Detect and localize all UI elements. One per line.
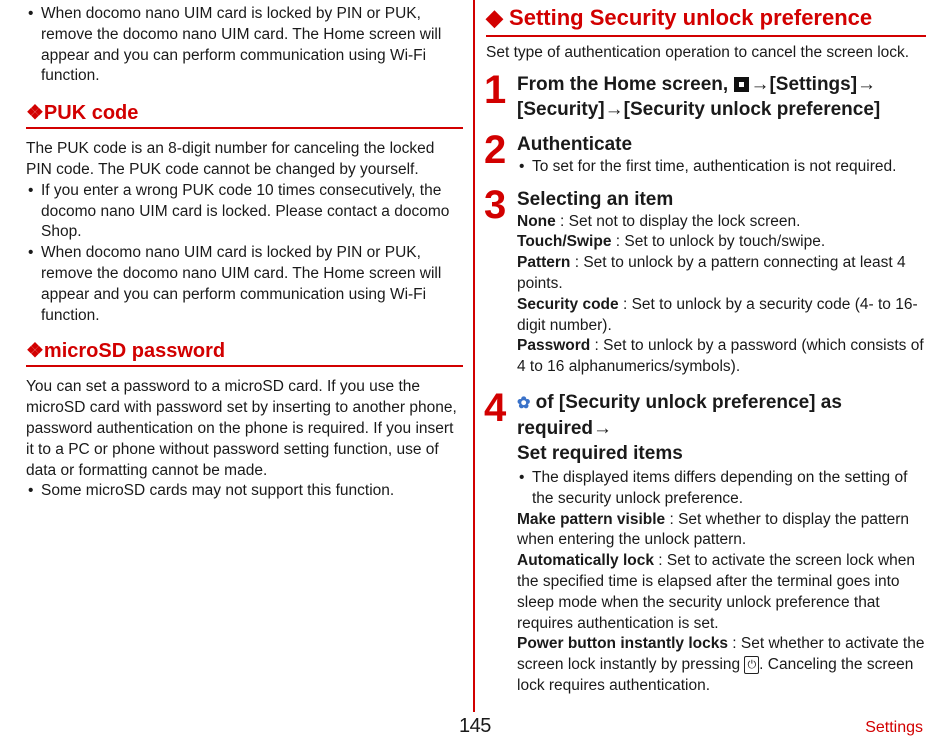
column-divider bbox=[473, 0, 475, 712]
section-label: Settings bbox=[865, 719, 923, 736]
bullet-text: When docomo nano UIM card is locked by PIN or PUK, remove the docomo nano UIM card. The Home screen will appear and you can perform communication using Wi-Fi function. bbox=[41, 5, 442, 85]
option-desc: : Set whether to activate the screen lock instantly by pressing bbox=[517, 635, 925, 674]
step-text: Set required items bbox=[517, 442, 683, 464]
option-item bbox=[517, 295, 926, 337]
step-2 bbox=[484, 127, 926, 178]
section-rule bbox=[26, 365, 463, 367]
step-title: Authenticate bbox=[517, 133, 633, 155]
option-term: Make pattern visible bbox=[517, 510, 666, 528]
bullet-dot: • bbox=[519, 468, 525, 486]
option-desc: : Set to unlock by a pattern connecting at least 4 points. bbox=[517, 254, 906, 292]
option-item bbox=[517, 212, 926, 233]
list-item bbox=[26, 181, 463, 243]
bullet-text: To set for the first time, authentication is not required. bbox=[532, 157, 897, 175]
step-1 bbox=[484, 67, 926, 122]
main-heading: ◆ Setting Security unlock preference bbox=[486, 5, 873, 30]
list-item bbox=[26, 4, 463, 87]
right-column bbox=[486, 4, 926, 697]
step-4 bbox=[484, 385, 926, 697]
gear-icon: ✿ bbox=[517, 394, 531, 412]
square-menu-icon bbox=[734, 77, 749, 92]
step-title bbox=[517, 72, 926, 122]
option-term: None bbox=[517, 212, 556, 230]
puk-heading: ❖PUK code bbox=[26, 102, 139, 125]
left-column bbox=[26, 4, 463, 502]
list-item bbox=[26, 481, 463, 502]
option-item bbox=[517, 551, 926, 634]
step-text: →[Settings]→ bbox=[750, 73, 877, 95]
microsd-heading: ❖microSD password bbox=[26, 340, 226, 363]
step-title: Selecting an item bbox=[517, 188, 674, 210]
option-item bbox=[517, 232, 926, 253]
option-desc: : Set whether to display the pattern when entering the unlock pattern. bbox=[517, 510, 910, 549]
microsd-body: You can set a password to a microSD card. If you use the microSD card with password set by inserting to another phone, password authentication on the phone is required. If you insert it to a PC or phone without password setting function, use of data or formatting cannot be made. bbox=[26, 378, 457, 479]
option-term: Security code bbox=[517, 295, 619, 313]
step-number: 2 bbox=[484, 127, 507, 172]
bullet-dot: • bbox=[28, 5, 34, 22]
bullet-text: Some microSD cards may not support this function. bbox=[41, 482, 395, 500]
step-text: From the Home screen, bbox=[517, 73, 734, 95]
option-desc: : Set to unlock by a security code (4- to 16-digit number). bbox=[517, 295, 918, 334]
option-item bbox=[517, 634, 926, 696]
heading-rule bbox=[486, 35, 926, 37]
step-title bbox=[517, 390, 926, 466]
option-desc: : Set not to display the lock screen. bbox=[555, 212, 801, 230]
option-item bbox=[517, 336, 926, 378]
option-term: Automatically lock bbox=[517, 552, 654, 570]
bullet-dot: • bbox=[519, 157, 525, 175]
option-item bbox=[517, 510, 926, 552]
section-rule bbox=[26, 127, 463, 129]
bullet-text: The displayed items differs depending on the setting of the security unlock preference. bbox=[532, 468, 908, 507]
list-item bbox=[26, 243, 463, 326]
option-term: Password bbox=[517, 337, 591, 355]
option-desc: : Set to unlock by touch/swipe. bbox=[611, 233, 826, 251]
bullet-dot: • bbox=[28, 244, 34, 262]
puk-body: The PUK code is an 8-digit number for canceling the locked PIN code. The PUK code cannot be changed by yourself. bbox=[26, 140, 435, 178]
list-item bbox=[517, 468, 926, 510]
step-text: of [Security unlock preference] as required→ bbox=[517, 391, 842, 439]
option-desc: . Canceling the screen lock requires authentication. bbox=[517, 656, 914, 694]
bullet-dot: • bbox=[28, 482, 34, 500]
bullet-text: If you enter a wrong PUK code 10 times consecutively, the docomo nano UIM card is locked. Please contact a docomo Shop. bbox=[41, 181, 450, 241]
bullet-dot: • bbox=[28, 181, 34, 199]
power-key-icon: ⏻ bbox=[744, 656, 759, 674]
page-number: 145 bbox=[459, 715, 491, 737]
option-desc: : Set to activate the screen lock when the specified time is elapsed after the terminal goes into sleep mode when the security unlock preference that requires authentication is set. bbox=[517, 552, 916, 632]
step-number: 3 bbox=[484, 182, 507, 227]
bullet-text: When docomo nano UIM card is locked by PIN or PUK, remove the docomo nano UIM card. The Home screen will appear and you can perform communication using Wi-Fi function. bbox=[41, 244, 442, 324]
option-item bbox=[517, 253, 926, 295]
option-term: Touch/Swipe bbox=[517, 233, 612, 251]
intro-text: Set type of authentication operation to cancel the screen lock. bbox=[486, 44, 910, 61]
option-desc: : Set to unlock by a password (which consists of 4 to 16 alphanumerics/symbols). bbox=[517, 337, 924, 376]
option-term: Power button instantly locks bbox=[517, 635, 728, 653]
step-text: [Security]→[Security unlock preference] bbox=[517, 98, 881, 120]
option-term: Pattern bbox=[517, 254, 571, 272]
list-item bbox=[517, 157, 926, 178]
step-number: 4 bbox=[484, 385, 507, 430]
step-number: 1 bbox=[484, 67, 507, 112]
step-3 bbox=[484, 182, 926, 378]
